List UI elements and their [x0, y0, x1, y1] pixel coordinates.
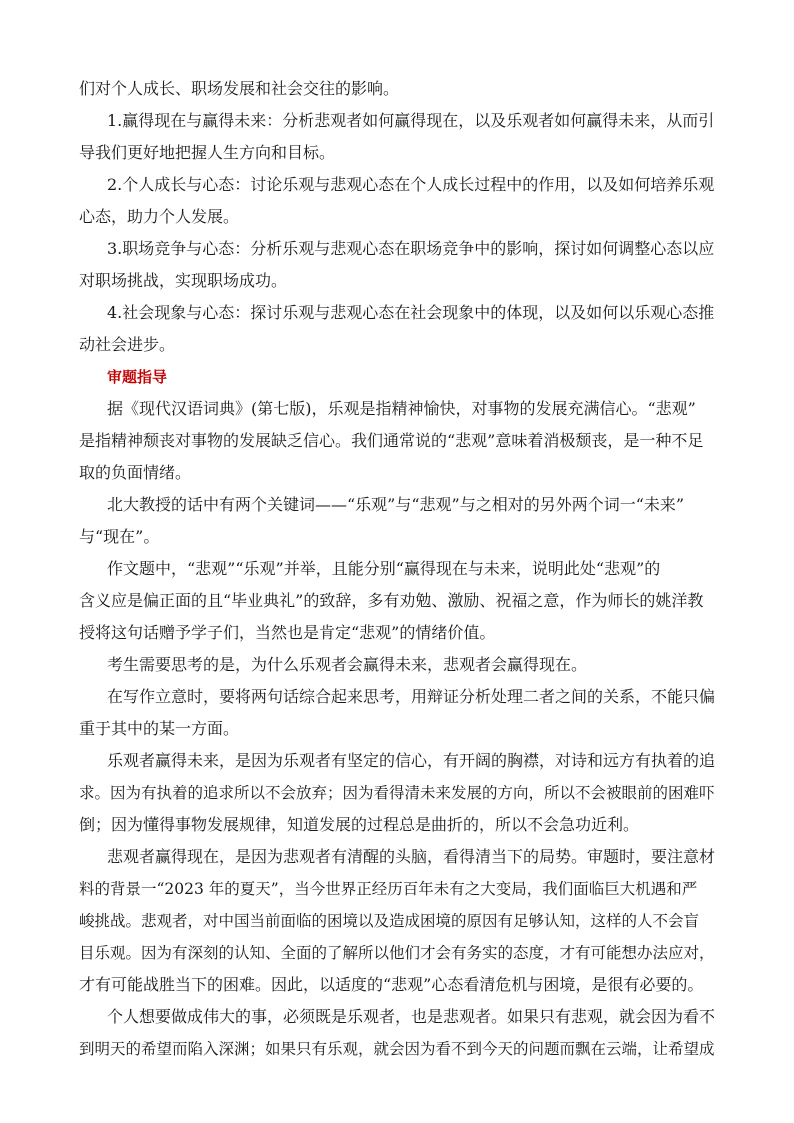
p2-line-1: 北大教授的话中有两个关键词——“乐观”与“悲观”与之相对的另外两个词一“未来” — [107, 495, 685, 514]
p7-line-1: 悲观者赢得现在，是因为悲观者有清醒的头脑，看得清当下的局势。审题时，要注意材 — [107, 847, 716, 866]
point-3-line-2: 对职场挑战，实现职场成功。 — [79, 271, 288, 290]
section-title: 审题指导 — [107, 368, 168, 386]
point-4-line-2: 动社会进步。 — [79, 335, 176, 354]
p6-line-2: 求。因为有执着的追求所以不会放弃；因为看得清未来发展的方向，所以不会被眼前的困难吓 — [79, 784, 715, 802]
p8-line-2: 到明天的希望而陷入深渊；如果只有乐观，就会因为看不到今天的问题而飘在云端，让希望成 — [79, 1040, 715, 1058]
p1-line-1: 据《现代汉语词典》(第七版)，乐观是指精神愉快，对事物的发展充满信心。“悲观” — [107, 399, 696, 418]
p8-line-1: 个人想要做成伟大的事，必须既是乐观者，也是悲观者。如果只有悲观，就会因为看不 — [107, 1007, 716, 1026]
p7-line-2: 料的背景一“2023 年的夏天”，当今世界正经历百年未有之大变局，我们面临巨大机遇和严 — [79, 880, 698, 898]
p7-line-3: 峻挑战。悲观者，对中国当前面临的困境以及造成困境的原因有足够认知，这样的人不会盲 — [79, 912, 700, 930]
point-2-line-1: 2.个人成长与心态：讨论乐观与悲观心态在个人成长过程中的作用，以及如何培养乐观 — [107, 175, 715, 194]
p7-line-4: 目乐观。因为有深刻的认知、全面的了解所以他们才会有务实的态度，才有可能想办法应对， — [79, 944, 715, 962]
p5-line-1: 在写作立意时，要将两句话综合起来思考，用辩证分析处理二者之间的关系，不能只偏 — [107, 687, 716, 706]
p4-line-1: 考生需要思考的是，为什么乐观者会赢得未来，悲观者会赢得现在。 — [107, 655, 588, 674]
point-2-line-2: 心态，助力个人发展。 — [79, 207, 240, 226]
point-1-line-2: 导我们更好地把握人生方向和目标。 — [79, 143, 336, 162]
p5-line-2: 重于其中的某一方面。 — [79, 719, 240, 738]
p7-line-5: 才有可能战胜当下的困难。因此，以适度的“悲观”心态看清危机与困境，是很有必要的。 — [79, 975, 704, 994]
p3-line-1: 作文题中，“悲观”“乐观”并举，且能分别“赢得现在与未来，说明此处“悲观”的 — [107, 559, 661, 578]
p1-line-3: 取的负面情绪。 — [79, 463, 192, 482]
intro-line: 们对个人成长、职场发展和社会交往的影响。 — [79, 79, 400, 98]
point-4-line-1: 4.社会现象与心态：探讨乐观与悲观心态在社会现象中的体现，以及如何以乐观心态推 — [107, 303, 715, 322]
point-3-line-1: 3.职场竞争与心态：分析乐观与悲观心态在职场竞争中的影响，探讨如何调整心态以应 — [107, 239, 715, 258]
point-1-line-1: 1.赢得现在与赢得未来：分析悲观者如何赢得现在，以及乐观者如何赢得未来，从而引 — [107, 111, 715, 130]
p3-line-2: 含义应是偏正面的且“毕业典礼”的致辞，多有劝勉、激励、祝福之意，作为师长的姚洋教 — [79, 591, 704, 610]
p3-line-3: 授将这句话赠予学子们，当然也是肯定“悲观”的情绪价值。 — [79, 623, 496, 642]
p6-line-1: 乐观者赢得未来，是因为乐观者有坚定的信心，有开阔的胸襟，对诗和远方有执着的追 — [107, 751, 716, 770]
p2-line-2: 与“现在”。 — [79, 527, 160, 546]
p1-line-2: 是指精神颓丧对事物的发展缺乏信心。我们通常说的“悲观”意味着消极颓丧，是一种不足 — [79, 431, 704, 450]
p6-line-3: 倒；因为懂得事物发展规律，知道发展的过程总是曲折的，所以不会急功近利。 — [79, 815, 640, 834]
